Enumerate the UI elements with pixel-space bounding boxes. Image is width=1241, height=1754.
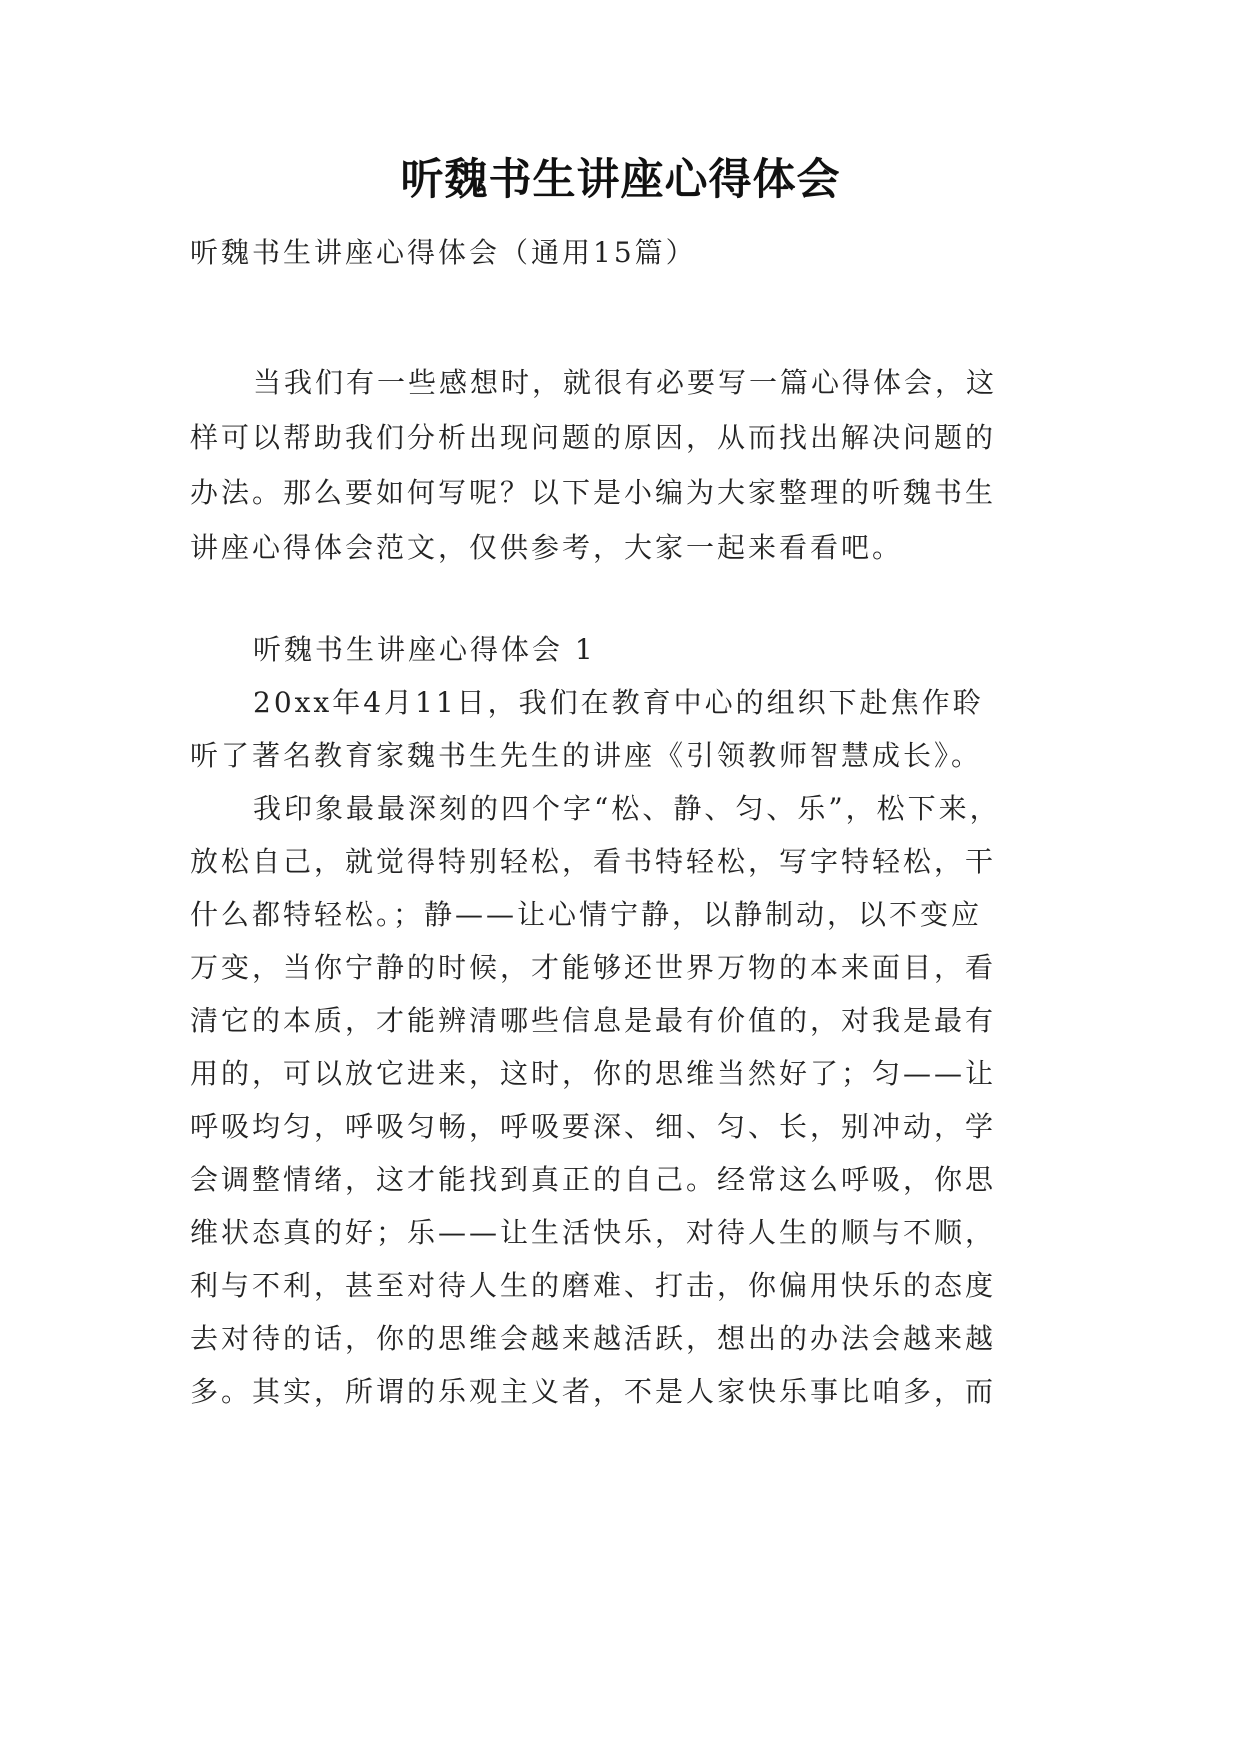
intro-line: 当我们有一些感想时，就很有必要写一篇心得体会，这 bbox=[253, 366, 998, 399]
document-subtitle: 听魏书生讲座心得体会（通用15篇） bbox=[190, 236, 697, 269]
paragraph-line: 听了著名教育家魏书生先生的讲座《引领教师智慧成长》。 bbox=[190, 739, 983, 772]
paragraph-line: 万变，当你宁静的时候，才能够还世界万物的本来面目，看 bbox=[190, 951, 997, 984]
paragraph-line: 清它的本质，才能辨清哪些信息是最有价值的，对我是最有 bbox=[190, 1004, 997, 1037]
paragraph-line: 去对待的话，你的思维会越来越活跃，想出的办法会越来越 bbox=[190, 1322, 997, 1355]
paragraph-line: 放松自己，就觉得特别轻松，看书特轻松，写字特轻松，干 bbox=[190, 845, 997, 878]
paragraph-line: 呼吸均匀，呼吸匀畅，呼吸要深、细、匀、长，别冲动，学 bbox=[190, 1110, 997, 1143]
paragraph-line: 我印象最最深刻的四个字“松、静、匀、乐”，松下来， bbox=[253, 792, 1001, 825]
intro-line: 样可以帮助我们分析出现问题的原因，从而找出解决问题的 bbox=[190, 421, 997, 454]
section-heading: 听魏书生讲座心得体会 1 bbox=[253, 633, 596, 666]
paragraph-line: 用的，可以放它进来，这时，你的思维当然好了；匀——让 bbox=[190, 1057, 997, 1090]
intro-line: 办法。那么要如何写呢？以下是小编为大家整理的听魏书生 bbox=[190, 476, 997, 509]
paragraph-line: 20xx年4月11日，我们在教育中心的组织下赴焦作聆 bbox=[253, 686, 984, 719]
paragraph-line: 什么都特轻松。；静——让心情宁静，以静制动，以不变应 bbox=[190, 898, 983, 931]
page-title: 听魏书生讲座心得体会 bbox=[400, 155, 841, 205]
paragraph-line: 多。其实，所谓的乐观主义者，不是人家快乐事比咱多，而 bbox=[190, 1375, 997, 1408]
paragraph-line: 维状态真的好；乐——让生活快乐，对待人生的顺与不顺， bbox=[190, 1216, 997, 1249]
intro-line: 讲座心得体会范文，仅供参考，大家一起来看看吧。 bbox=[190, 531, 904, 564]
paragraph-line: 会调整情绪，这才能找到真正的自己。经常这么呼吸，你思 bbox=[190, 1163, 997, 1196]
paragraph-line: 利与不利，甚至对待人生的磨难、打击，你偏用快乐的态度 bbox=[190, 1269, 997, 1302]
